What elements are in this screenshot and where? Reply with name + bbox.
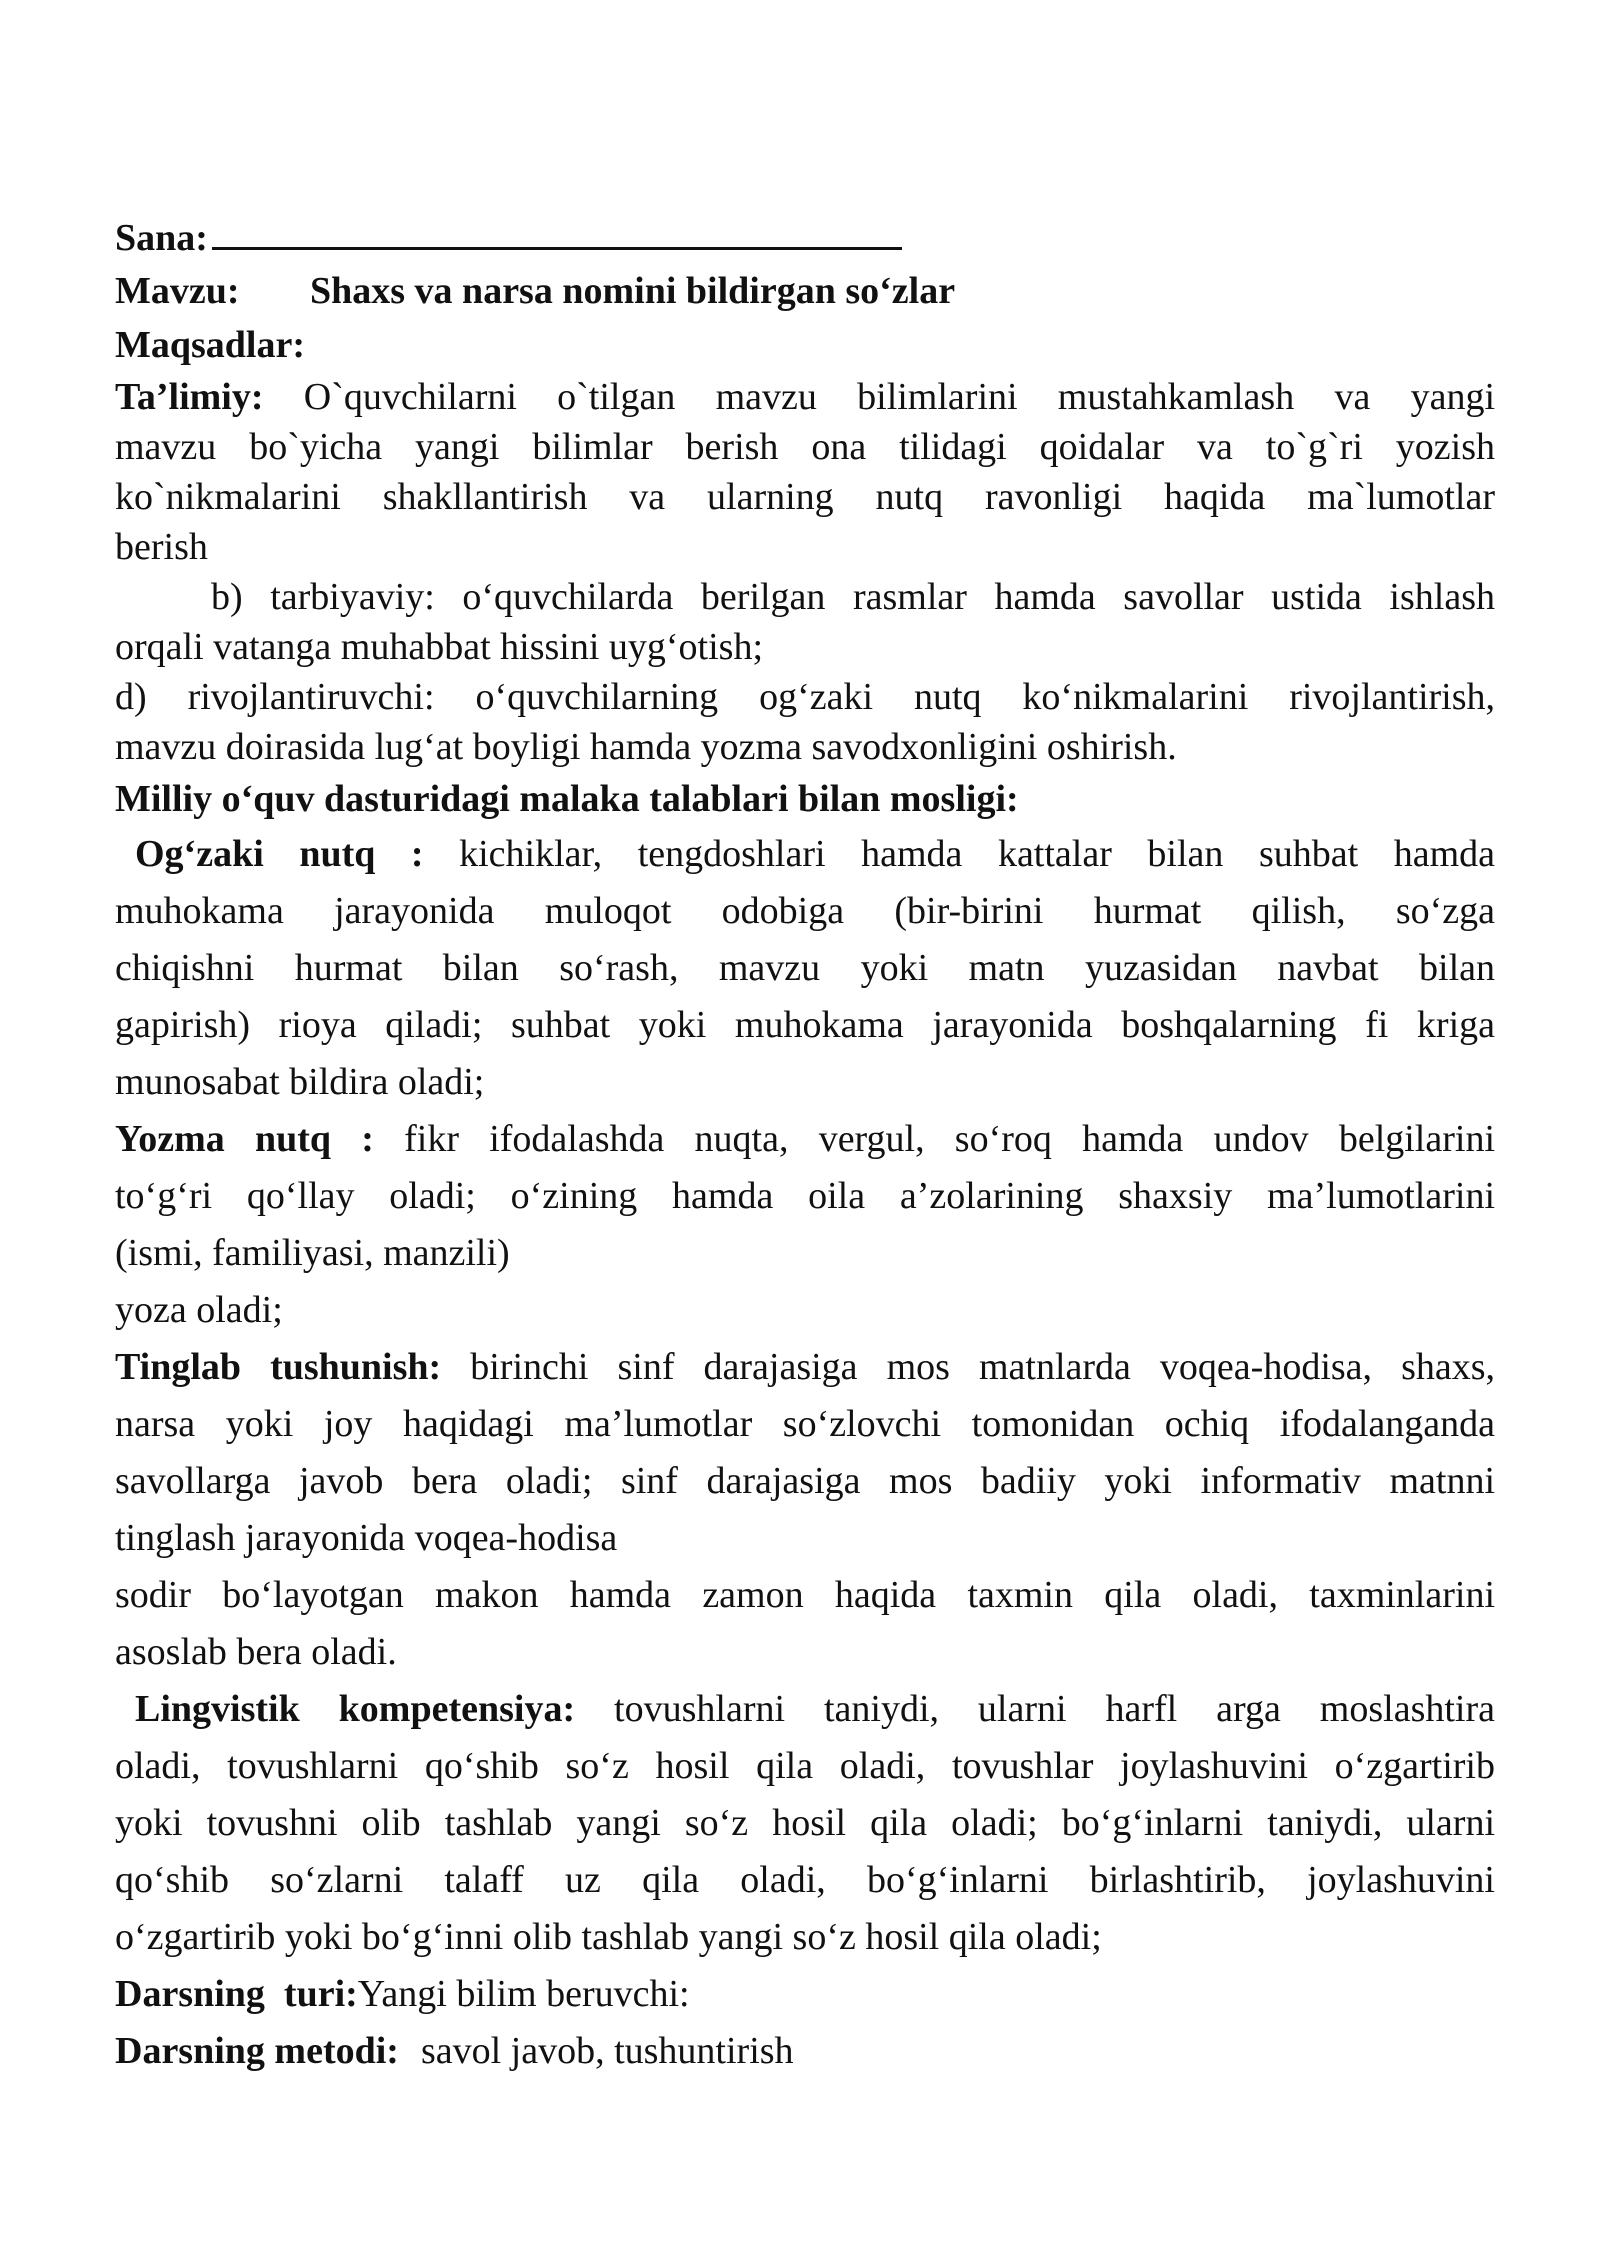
tinglab-line: tinglash jarayonida voqea-hodisa xyxy=(115,1517,618,1559)
rivojlantiruvchi-line: mavzu doirasida lug‘at boyligi hamda yozma savodxonligini oshirish. xyxy=(115,726,1177,768)
lesson-type-value: Yangi bilim beruvchi: xyxy=(357,1973,690,2015)
talimiy-line: mavzu bo`yicha yangi bilimlar berish ona tilidagi qoidalar va to`g`ri yozish xyxy=(115,426,1495,468)
ogzaki-label: Og‘zaki nutq : xyxy=(135,833,424,875)
yozma-line: to‘g‘ri qo‘llay oladi; o‘zining hamda oila a’zolarining shaxsiy ma’lumotlarini xyxy=(115,1175,1495,1217)
topic-value: Shaxs va narsa nomini bildirgan so‘zlar xyxy=(310,270,956,312)
lesson-method-line xyxy=(115,2023,1495,2080)
lesson-plan-page xyxy=(115,212,1495,2080)
lingvistik-block xyxy=(115,1681,1495,1966)
tinglab-line: asoslab bera oladi. xyxy=(115,1631,397,1673)
yozma-block xyxy=(115,1111,1495,1339)
talimiy-line: berish xyxy=(115,526,208,568)
date-label: Sana: xyxy=(115,217,208,259)
lingvistik-label: Lingvistik kompetensiya: xyxy=(135,1688,576,1730)
lingvistik-line: oladi, tovushlarni qo‘shib so‘z hosil qila oladi, tovushlar joylashuvini o‘zgartirib xyxy=(115,1745,1495,1787)
yozma-line: yoza oladi; xyxy=(115,1289,283,1331)
rivojlantiruvchi-block xyxy=(115,672,1495,772)
rivojlantiruvchi-line: d) rivojlantiruvchi: o‘quvchilarning og‘zaki nutq ko‘nikmalarini rivojlantirish, xyxy=(115,676,1495,718)
tinglab-line: narsa yoki joy haqidagi ma’lumotlar so‘zlovchi tomonidan ochiq ifodalanganda xyxy=(115,1403,1495,1445)
date-line xyxy=(115,212,1495,264)
ogzaki-line: chiqishni hurmat bilan so‘rash, mavzu yoki matn yuzasidan navbat bilan xyxy=(115,947,1495,989)
yozma-line: Yozma nutq : fikr ifodalashda nuqta, vergul, so‘roq hamda undov belgilarini xyxy=(115,1118,1495,1160)
tinglab-line: savollarga javob bera oladi; sinf darajasiga mos badiiy yoki informativ matnni xyxy=(115,1460,1495,1502)
lesson-method-label: Darsning metodi: xyxy=(115,2030,399,2072)
tinglab-block xyxy=(115,1339,1495,1681)
yozma-label: Yozma nutq : xyxy=(115,1118,374,1160)
lingvistik-line: o‘zgartirib yoki bo‘g‘inni olib tashlab yangi so‘z hosil qila oladi; xyxy=(115,1916,1102,1958)
lesson-type-label: Darsning turi: xyxy=(115,1973,358,2015)
yozma-line: (ismi, familiyasi, manzili) xyxy=(115,1232,510,1274)
tinglab-label: Tinglab tushunish: xyxy=(115,1346,442,1388)
lingvistik-line: yoki tovushni olib tashlab yangi so‘z hosil qila oladi; bo‘g‘inlarni taniydi, ularni xyxy=(115,1802,1495,1844)
tinglab-line: sodir bo‘layotgan makon hamda zamon haqida taxmin qila oladi, taxminlarini xyxy=(115,1574,1495,1616)
talimiy-block xyxy=(115,372,1495,572)
ogzaki-line: Og‘zaki nutq : kichiklar, tengdoshlari hamda kattalar bilan suhbat hamda xyxy=(135,833,1495,875)
tarbiyaviy-block xyxy=(115,572,1495,672)
objectives-heading: Maqsadlar: xyxy=(115,324,305,366)
date-blank-field xyxy=(212,213,902,250)
ogzaki-line: muhokama jarayonida muloqot odobiga (bir-birini hurmat qilish, so‘zga xyxy=(115,890,1495,932)
lesson-type-line xyxy=(115,1966,1495,2023)
tarbiyaviy-line: b) tarbiyaviy: o‘quvchilarda berilgan rasmlar hamda savollar ustida ishlash xyxy=(211,576,1495,618)
tarbiyaviy-line: orqali vatanga muhabbat hissini uyg‘otish; xyxy=(115,626,764,668)
lingvistik-line: qo‘shib so‘zlarni talaff uz qila oladi, bo‘g‘inlarni birlashtirib, joylashuvini xyxy=(115,1859,1495,1901)
lesson-method-value: savol javob, tushuntirish xyxy=(420,2030,794,2072)
talimiy-line: ko`nikmalarini shakllantirish va ularning nutq ravonligi haqida ma`lumotlar xyxy=(115,476,1495,518)
ogzaki-block xyxy=(115,826,1495,1111)
lingvistik-line: Lingvistik kompetensiya: tovushlarni taniydi, ularni harfl arga moslashtira xyxy=(135,1688,1495,1730)
talimiy-label: Ta’limiy: xyxy=(115,376,264,418)
talimiy-line: Ta’limiy: O`quvchilarni o`tilgan mavzu bilimlarini mustahkamlash va yangi xyxy=(115,376,1495,418)
standards-heading: Milliy o‘quv dasturidagi malaka talablari bilan mosligi: xyxy=(115,778,1019,820)
ogzaki-line: gapirish) rioya qiladi; suhbat yoki muhokama jarayonida boshqalarning fi kriga xyxy=(115,1004,1495,1046)
topic-line xyxy=(115,264,1495,318)
tinglab-line: Tinglab tushunish: birinchi sinf darajasiga mos matnlarda voqea-hodisa, shaxs, xyxy=(115,1346,1496,1388)
topic-label: Mavzu: xyxy=(115,270,240,312)
ogzaki-line: munosabat bildira oladi; xyxy=(115,1061,485,1103)
lesson-type-block xyxy=(115,1966,1495,2080)
